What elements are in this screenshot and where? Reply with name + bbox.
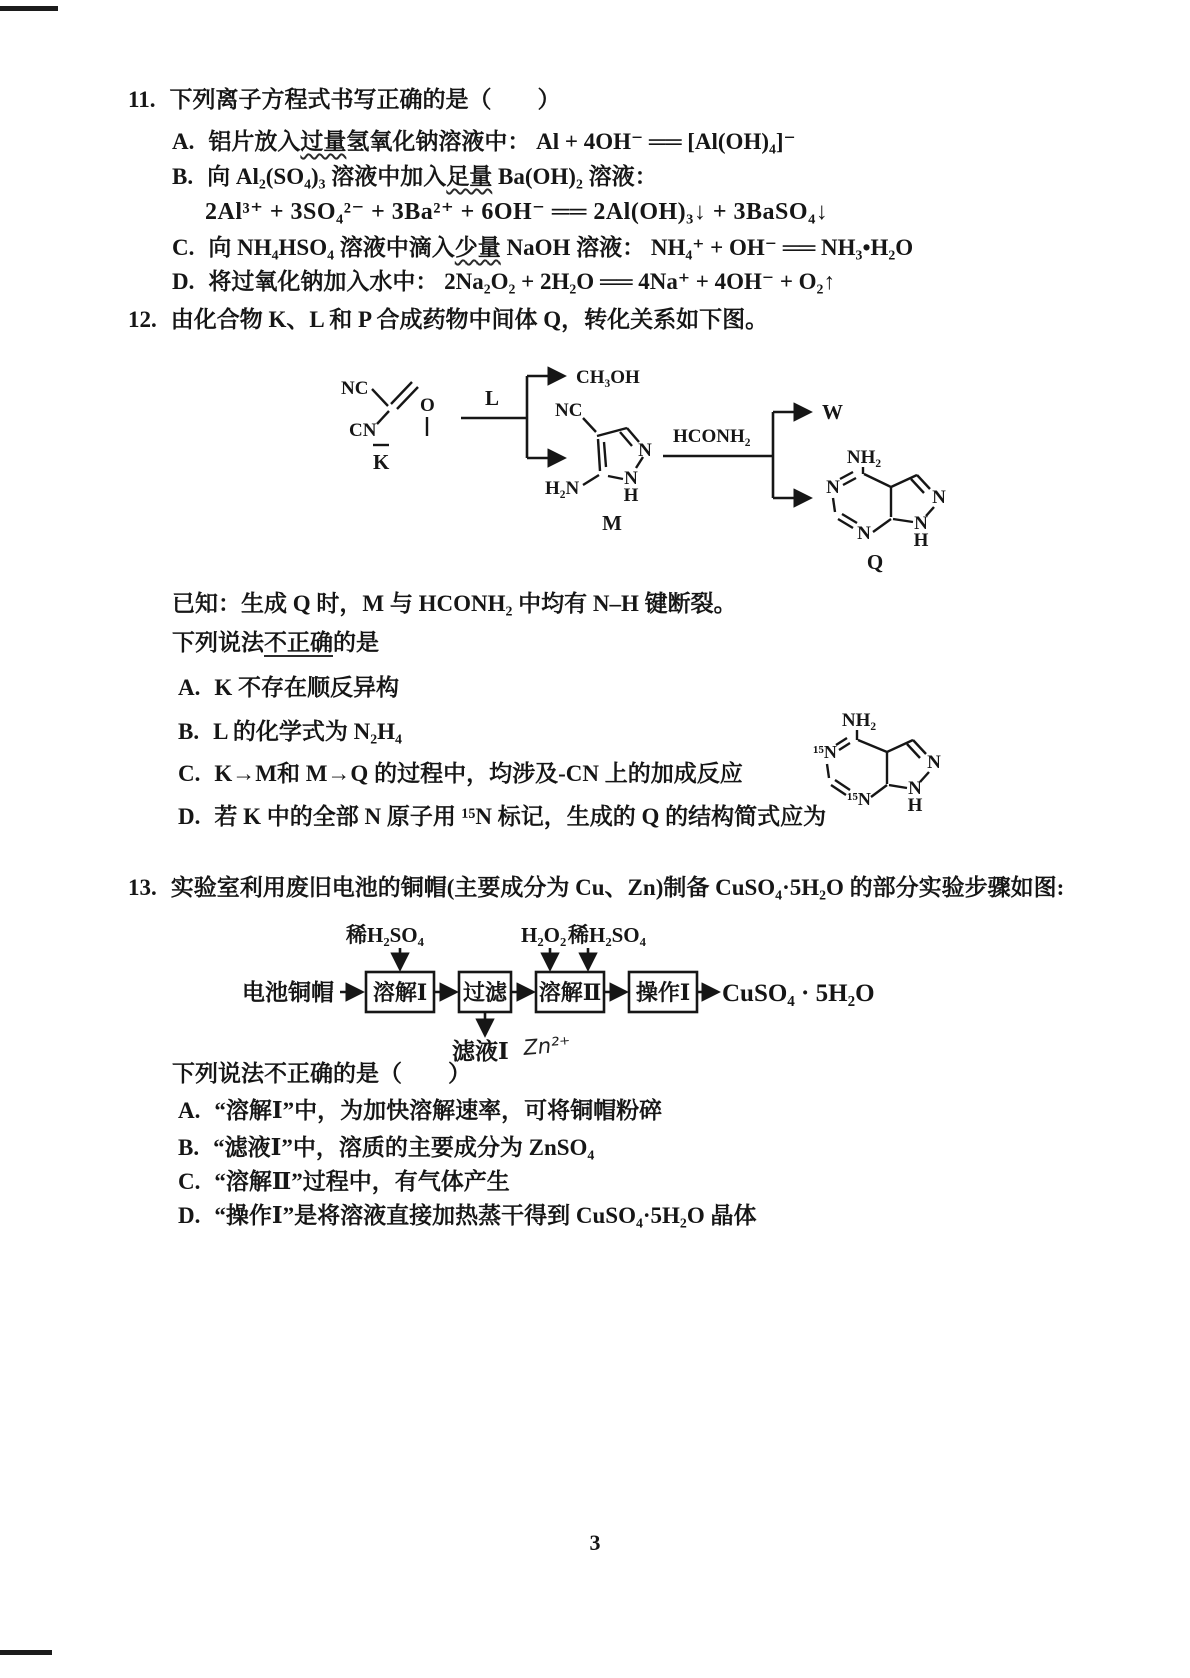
q-n-left-label: N [826,477,840,498]
q11-option-b-post: Ba(OH)₂ 溶液： [492,164,658,189]
methanol-label: CH₃OH [576,367,640,388]
q11-number: 11. [128,87,156,112]
q13-option-d-label: D. [178,1203,201,1228]
q11-option-b-label: B. [172,164,194,189]
q11-option-a-marked: 过量 [300,129,347,154]
q13-option-b-label: B. [178,1135,200,1160]
page-number: 3 [589,1530,601,1555]
q12-option-d [178,803,826,832]
q12-known: 已知：生成 Q 时，M 与 HCONH₂ 中均有 N–H 键断裂。 [172,591,737,616]
q12-option-d-label: D. [178,804,201,829]
q12-option-a-label: A. [178,675,201,700]
q13-option-a-label: A. [178,1098,201,1123]
q13-option-d-text: “操作Ⅰ”是将溶液直接加热蒸干得到 CuSO₄·5H₂O 晶体 [214,1203,757,1228]
q12-option-b-label: B. [178,719,200,744]
scan-artifact-bottom [0,1650,52,1655]
q-label: Q [866,550,884,574]
q12-stem-post: 的是 [333,630,379,655]
flow-step3-label: 溶解Ⅱ [538,980,602,1005]
d-nh-h-label: H [907,795,923,816]
d-nh-n-label: N [908,778,922,799]
q11-option-a-pre: 铝片放入 [208,129,301,154]
compound-k-structure [341,378,435,474]
l-arrow [461,367,640,458]
flow-step2-label: 过滤 [462,980,508,1005]
m-nc-label: NC [555,400,583,421]
q-n-right-label: N [932,487,946,508]
q12-stem-marked: 不正确 [264,630,333,655]
q13-title-text: 实验室利用废旧电池的铜帽(主要成分为 Cu、Zn)制备 CuSO₄·5H₂O 的部分实验步骤如图: [170,875,1065,900]
m-nh-n-label: N [624,468,638,489]
q12-option-b [178,718,402,747]
q13-option-c [178,1168,510,1197]
k-o-label: O [420,395,435,416]
flow-filtrate [452,1012,571,1064]
q12-option-c [178,760,743,789]
k-nc-label: NC [341,378,369,399]
reagent-h2o2-label: H₂O₂ [521,923,567,947]
q13-option-b [178,1134,594,1163]
q12-stem-pre: 下列说法 [172,630,264,655]
q13-flow-diagram [228,912,988,1067]
m-h2n-label: H₂N [545,478,580,499]
q11-option-a-post: 氢氧化钠溶液中： Al + 4OH⁻ ══ [Al(OH)₄]⁻ [346,129,796,154]
q12-option-c-label: C. [178,761,201,786]
reagent-h2so4-2-label: 稀H₂SO₄ [568,923,646,947]
q11-option-c-pre: 向 NH₄HSO₄ 溶液中滴入 [208,235,455,260]
d-n-right-label: N [927,752,941,773]
q12-option-b-text: L 的化学式为 N₂H₄ [213,719,402,744]
q13-option-b-text: “滤液Ⅰ”中，溶质的主要成分为 ZnSO₄ [213,1135,595,1160]
d-nh2-label: NH₂ [841,710,877,731]
q11-option-d-pre: 将过氧化钠加入水中： [208,269,439,294]
q-nh2-label: NH₂ [846,447,882,468]
q13-option-d [178,1202,756,1231]
m-nh-h-label: H [623,485,639,506]
q12-option-d-text: 若 K 中的全部 N 原子用 ¹⁵N 标记，生成的 Q 的结构简式应为 [214,804,827,829]
q11-option-a-label: A. [172,129,195,154]
hconh2-arrow [663,400,843,498]
k-label: K [373,450,390,474]
filtrate-handwritten-zn: Zn²⁺ [522,1031,572,1060]
n15-structure [813,710,941,816]
q12-option-a-text: K 不存在顺反异构 [214,675,400,700]
q11-option-c-marked: 少量 [454,235,501,260]
flow-input-label: 电池铜帽 [242,980,334,1005]
m-label: M [602,511,622,535]
q13-option-c-label: C. [178,1169,201,1194]
q-nh-h-label: H [913,530,929,551]
q12-title-text: 由化合物 K、L 和 P 合成药物中间体 Q，转化关系如下图。 [170,307,769,332]
q12-number: 12. [128,307,157,332]
q11-option-a [172,128,796,157]
q13-option-c-text: “溶解Ⅱ”过程中，有气体产生 [214,1169,510,1194]
q11-option-b-pre: 向 Al₂(SO₄)₃ 溶液中加入 [207,164,447,189]
q11-option-b-marked: 足量 [446,164,493,189]
compound-m-structure [545,400,652,535]
q12-option-c-text: K→M和 M→Q 的过程中，均涉及-CN 上的加成反应 [214,761,743,786]
hconh2-label: HCONH₂ [673,426,751,447]
q12-option-a [178,674,399,703]
q11-option-c [172,234,913,263]
reagent-h2so4-1-label: 稀H₂SO₄ [346,923,424,947]
flow-reagents [345,923,647,969]
q11-option-b [172,163,658,192]
q13-stem: 下列说法不正确的是（ ） [172,1061,471,1086]
q-nh-n-label: N [914,513,928,534]
q12-stem [172,629,379,658]
q11-option-d-label: D. [172,269,195,294]
q13-number: 13. [128,875,157,900]
w-label: W [822,400,843,424]
q13-title [128,874,1064,903]
d-n15-left-label: ¹⁵N [813,742,837,762]
q11-option-c-post: NaOH 溶液： NH₄⁺ + OH⁻ ══ NH₃•H₂O [500,235,914,260]
flow-product-label: CuSO₄ · 5H₂O [722,980,875,1007]
q12-option-d-structure [795,700,965,850]
flow-main [242,972,875,1012]
q11-option-d [172,268,835,297]
d-n15-bottom-label: ¹⁵N [847,789,871,809]
compound-q-structure [826,447,946,574]
q11-option-b-equation: 2Al³⁺ + 3SO₄²⁻ + 3Ba²⁺ + 6OH⁻ ══ 2Al(OH)₃↓ + 3BaSO₄↓ [205,199,829,225]
filtrate-label: 滤液Ⅰ [452,1039,509,1064]
q13-option-a [178,1097,662,1126]
q13-option-a-text: “溶解Ⅰ”中，为加快溶解速率，可将铜帽粉碎 [214,1098,663,1123]
m-ring-n-label: N [638,440,652,461]
q-n-bottom-label: N [857,523,871,544]
l-label: L [485,386,500,410]
scan-artifact-top [0,6,58,11]
q11-option-d-post: 2Na₂O₂ + 2H₂O ══ 4Na⁺ + 4OH⁻ + O₂↑ [438,269,835,294]
k-cn-label: CN [349,420,377,441]
q11-title [128,86,560,115]
q12-reaction-scheme [315,336,975,581]
q11-option-c-label: C. [172,235,195,260]
flow-step1-label: 溶解Ⅰ [372,980,428,1005]
q12-title [128,306,768,335]
q11-title-text: 下列离子方程式书写正确的是（ ） [169,87,561,112]
flow-step4-label: 操作Ⅰ [635,980,691,1005]
